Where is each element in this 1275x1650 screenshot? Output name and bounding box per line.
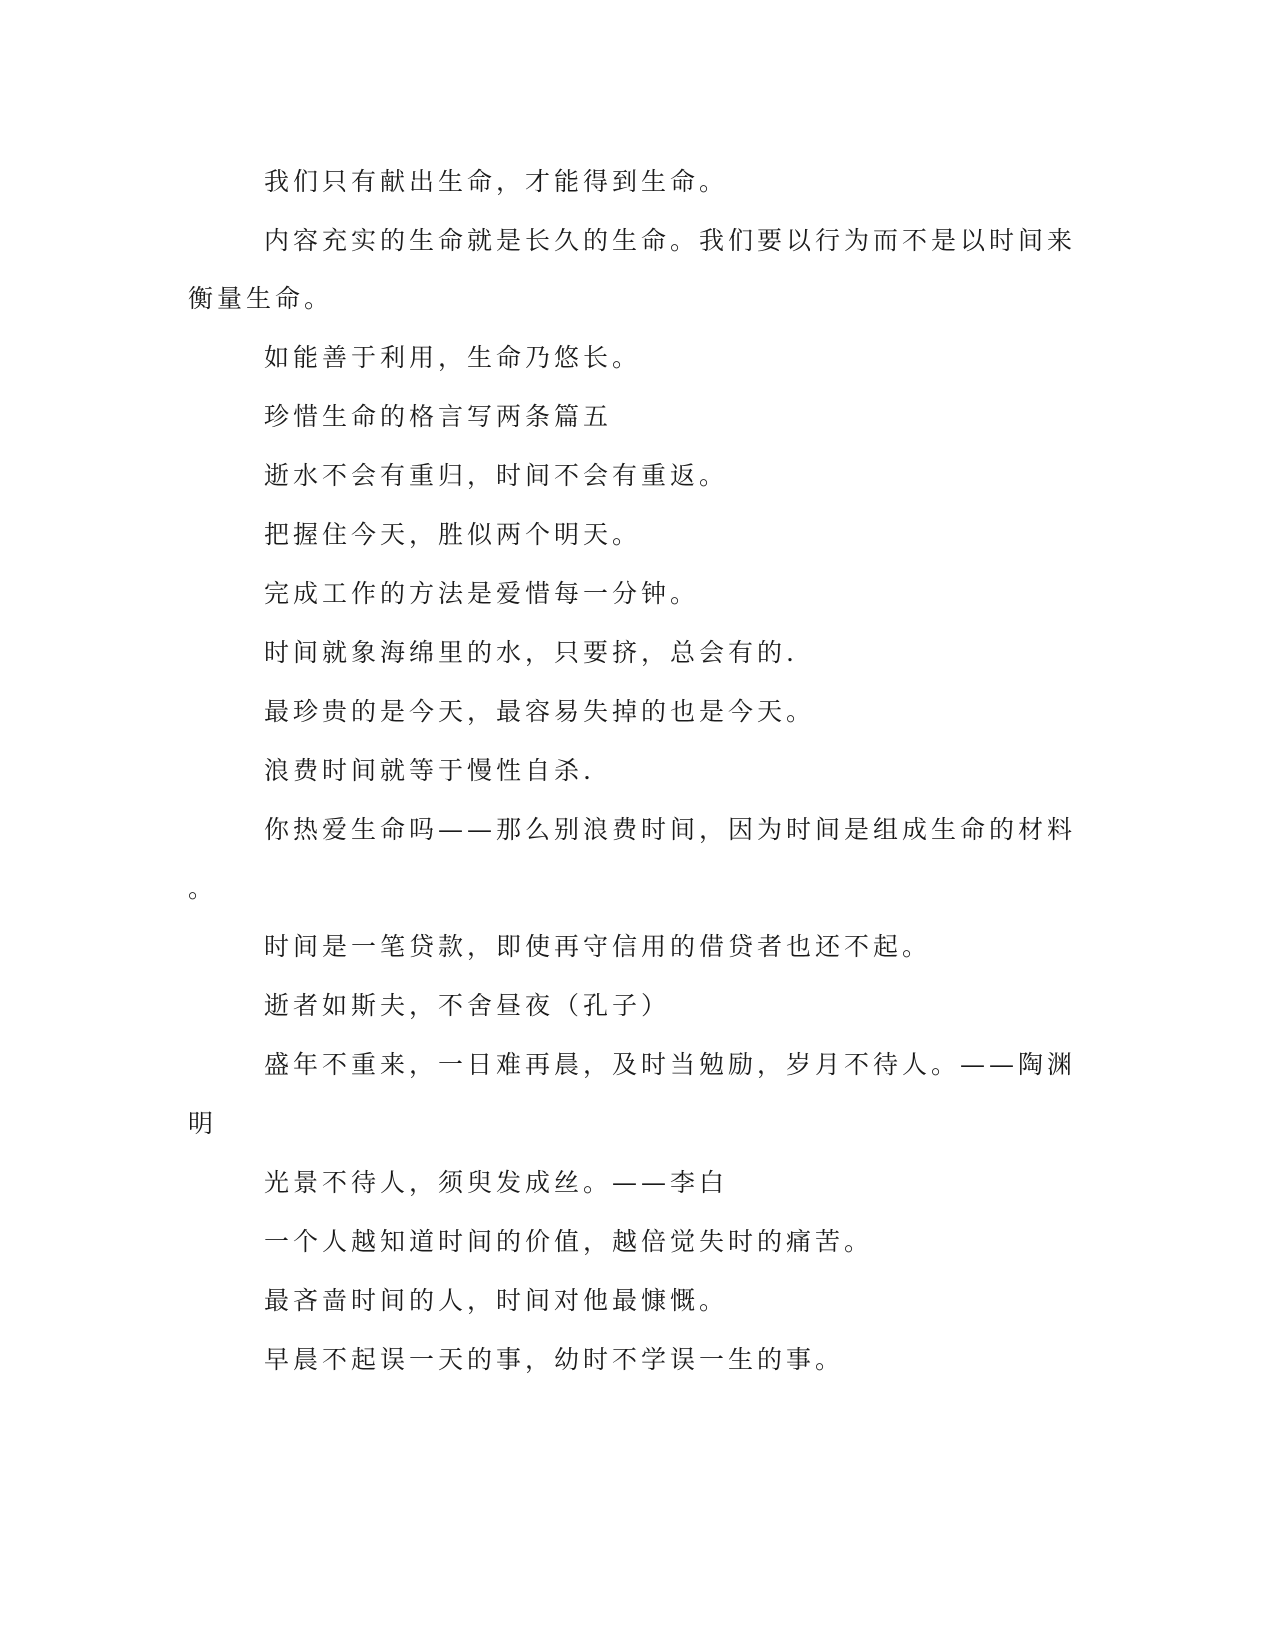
text-line: 。 — [188, 874, 218, 903]
text-line: 你热爱生命吗——那么别浪费时间，因为时间是组成生命的材料 — [264, 815, 1077, 844]
text-line: 早晨不起误一天的事，幼时不学误一生的事。 — [264, 1345, 845, 1374]
text-line: 盛年不重来，一日难再晨，及时当勉励，岁月不待人。——陶渊 — [264, 1050, 1077, 1079]
text-line: 最吝啬时间的人，时间对他最慷慨。 — [264, 1286, 729, 1315]
text-line: 逝者如斯夫，不舍昼夜（孔子） — [264, 991, 671, 1020]
text-line: 如能善于利用，生命乃悠长。 — [264, 343, 642, 372]
text-line: 一个人越知道时间的价值，越倍觉失时的痛苦。 — [264, 1227, 874, 1256]
text-line: 我们只有献出生命，才能得到生命。 — [264, 167, 729, 196]
text-line: 时间就象海绵里的水，只要挤，总会有的. — [264, 638, 798, 667]
text-line: 明 — [188, 1109, 218, 1138]
text-line: 把握住今天，胜似两个明天。 — [264, 520, 642, 549]
text-line: 时间是一笔贷款，即使再守信用的借贷者也还不起。 — [264, 932, 932, 961]
text-line: 完成工作的方法是爱惜每一分钟。 — [264, 579, 700, 608]
text-line: 最珍贵的是今天，最容易失掉的也是今天。 — [264, 697, 816, 726]
text-line: 光景不待人，须臾发成丝。——李白 — [264, 1168, 729, 1197]
text-line: 浪费时间就等于慢性自杀. — [264, 756, 595, 785]
text-line: 逝水不会有重归，时间不会有重返。 — [264, 461, 729, 490]
text-line: 衡量生命。 — [188, 284, 334, 313]
text-line: 内容充实的生命就是长久的生命。我们要以行为而不是以时间来 — [264, 226, 1077, 255]
section-heading: 珍惜生命的格言写两条篇五 — [264, 402, 613, 431]
